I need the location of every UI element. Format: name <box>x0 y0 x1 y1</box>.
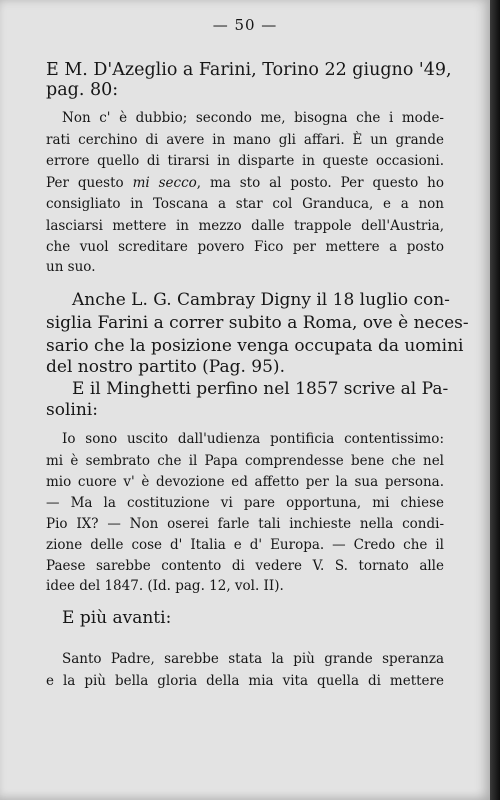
text-line: E il Minghetti perfino nel 1857 scrive al Pa- <box>72 379 449 399</box>
text-line: un suo. <box>46 259 96 275</box>
text-line: E più avanti: <box>62 608 172 628</box>
text-line: consigliato in Toscana a star col Granduca, e a non <box>46 196 444 212</box>
text-line: lasciarsi mettere in mezzo dalle trappole dell'Austria, <box>46 218 444 234</box>
text-line: rati cerchino di avere in mano gli affari. È un grande <box>46 132 444 148</box>
text-line: del nostro partito (Pag. 95). <box>46 357 285 377</box>
text-line: Pio IX? — Non oserei farle tali inchieste nella condi- <box>46 516 444 532</box>
text-line: Non c' è dubbio; secondo me, bisogna che i mode- <box>62 110 444 126</box>
text-line: Anche L. G. Cambray Digny il 18 luglio con- <box>72 290 450 310</box>
text-line: mi è sembrato che il Papa comprendesse bene che nel <box>46 453 444 469</box>
italic-fragment: mi secco <box>132 175 197 191</box>
text-line: sario che la posizione venga occupata da uomini <box>46 336 464 356</box>
text-line: solini: <box>46 400 98 420</box>
text-line: idee del 1847. (Id. pag. 12, vol. II). <box>46 578 284 594</box>
text-line: pag. 80: <box>46 80 119 100</box>
text-line: E M. D'Azeglio a Farini, Torino 22 giugno '49, <box>46 60 452 80</box>
text-line: mio cuore v' è devozione ed affetto per la sua persona. <box>46 474 444 490</box>
text-line-with-italic <box>46 177 444 191</box>
text-line: errore quello di tirarsi in disparte in queste occasioni. <box>46 153 444 169</box>
text-line: Paese sarebbe contento di vedere V. S. tornato alle <box>46 558 444 574</box>
text-line: — Ma la costituzione vi pare opportuna, mi chiese <box>46 495 444 511</box>
text-line: zione delle cose d' Italia e d' Europa. — Credo che il <box>46 537 444 553</box>
text-fragment: Per questo <box>46 175 124 191</box>
text-line: che vuol screditare povero Fico per mettere a posto <box>46 239 444 255</box>
text-fragment: , ma sto al posto. Per questo ho <box>196 175 444 191</box>
text-line: Santo Padre, sarebbe stata la più grande speranza <box>62 651 444 667</box>
page-number: — 50 — <box>212 16 278 34</box>
text-line: siglia Farini a correr subito a Roma, ove è neces- <box>46 313 469 333</box>
text-line: e la più bella gloria della mia vita quella di mettere <box>46 673 444 689</box>
text-line: Io sono uscito dall'udienza pontificia contentissimo: <box>62 431 444 447</box>
page-edge-shadow <box>490 0 500 800</box>
